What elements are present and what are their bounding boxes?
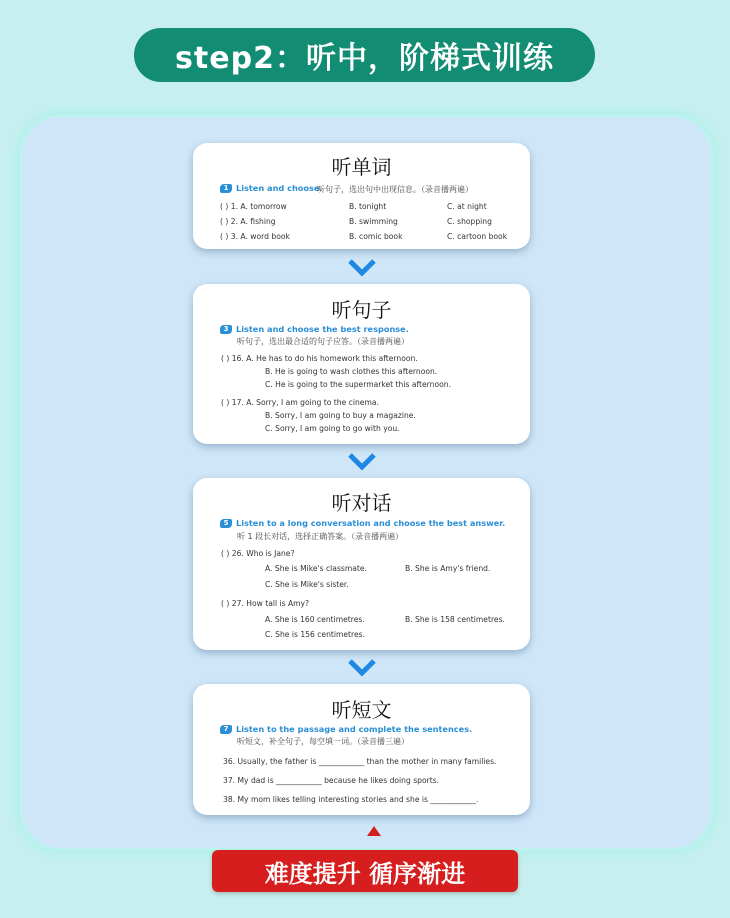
sentence-37: 37. My dad is ____________ because he likes doing sports.	[223, 776, 440, 785]
instruction-cn: 听短文，补全句子，每空填一词。（录音播三遍）	[237, 737, 409, 746]
card-title: 听短文	[331, 698, 392, 722]
instruction-en: Listen to the passage and complete the sentences.	[236, 724, 473, 734]
card-words	[193, 143, 530, 249]
sentence-36: 36. Usually, the father is ____________ than the mother in many families.	[223, 757, 497, 766]
card-passage	[193, 684, 530, 815]
question-number-badge: 3	[220, 325, 232, 334]
option-26a: A. She is Mike's classmate.	[265, 564, 367, 573]
instruction-cn: 听句子，选出句中出现信息。（录音播两遍）	[317, 185, 473, 194]
option-row-q: ( ) 2. A. fishing	[220, 217, 276, 226]
option-c: C. cartoon book	[447, 232, 508, 241]
option-16c: C. He is going to the supermarket this afternoon.	[265, 380, 451, 389]
option-b: B. tonight	[349, 202, 387, 211]
instruction-en: Listen and choose.	[236, 183, 323, 193]
option-b: B. comic book	[349, 232, 403, 241]
question-17: ( ) 17. A. Sorry, I am going to the cinema.	[221, 398, 379, 407]
instruction-cn: 听 1 段长对话，选择正确答案。（录音播两遍）	[237, 532, 404, 541]
footer-banner: 难度提升 循序渐进	[212, 850, 518, 892]
option-27a: A. She is 160 centimetres.	[265, 615, 365, 624]
header-title: step2：听中，阶梯式训练	[134, 28, 595, 82]
card-title: 听对话	[331, 491, 392, 515]
option-27b: B. She is 158 centimetres.	[405, 615, 505, 624]
down-arrow-icon	[347, 258, 377, 278]
down-arrow-icon	[347, 658, 377, 678]
option-b: B. swimming	[349, 217, 398, 226]
card-title: 听单词	[331, 155, 392, 179]
down-arrow-icon	[347, 452, 377, 472]
option-26c: C. She is Mike's sister.	[265, 580, 349, 589]
question-number-badge: 5	[220, 519, 232, 528]
instruction-en: Listen and choose the best response.	[236, 324, 409, 334]
question-27: ( ) 27. How tall is Amy?	[221, 599, 310, 608]
option-row-q: ( ) 3. A. word book	[220, 232, 290, 241]
card-sentences	[193, 284, 530, 444]
question-16: ( ) 16. A. He has to do his homework this afternoon.	[221, 354, 418, 363]
option-27c: C. She is 156 centimetres.	[265, 630, 366, 639]
option-16b: B. He is going to wash clothes this afternoon.	[265, 367, 438, 376]
instruction-en: Listen to a long conversation and choose the best answer.	[236, 518, 506, 528]
option-c: C. at night	[447, 202, 487, 211]
pointer-triangle	[367, 826, 381, 836]
option-17c: C. Sorry, I am going to go with you.	[265, 424, 400, 433]
question-26: ( ) 26. Who is Jane?	[221, 549, 295, 558]
card-title: 听句子	[331, 298, 392, 322]
instruction-cn: 听句子，选出最合适的句子应答。（录音播两遍）	[237, 337, 409, 346]
option-17b: B. Sorry, I am going to buy a magazine.	[265, 411, 416, 420]
card-dialogue	[193, 478, 530, 650]
option-26b: B. She is Amy's friend.	[405, 564, 491, 573]
question-number-badge: 1	[220, 184, 232, 193]
question-number-badge: 7	[220, 725, 232, 734]
option-c: C. shopping	[447, 217, 492, 226]
option-row-q: ( ) 1. A. tomorrow	[220, 202, 287, 211]
sentence-38: 38. My mom likes telling interesting stories and she is ____________.	[223, 795, 479, 804]
